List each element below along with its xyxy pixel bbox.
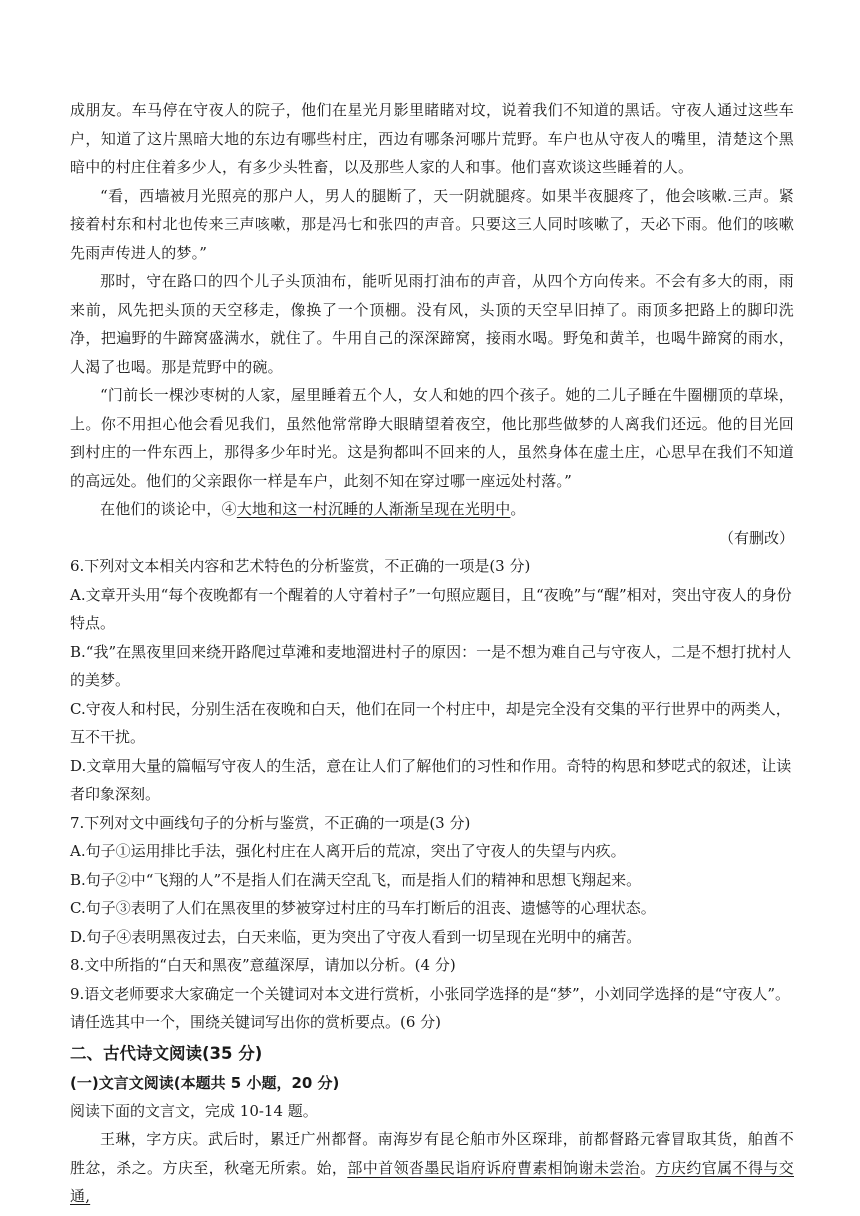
paragraph-5-prefix: 在他们的谈论中，: [100, 500, 222, 518]
section-2-instruction: 阅读下面的文言文，完成 10-14 题。: [70, 1101, 318, 1120]
question-7-stem: 7.下列对文中画线句子的分析与鉴赏，不正确的一项是(3 分): [70, 813, 471, 832]
underlined-sentence-4: 大地和这一村沉睡的人渐渐呈现在光明中: [236, 500, 511, 518]
classical-text-underlined-1: 部中首领沓墨民诣府诉府曹素相饷谢未尝治: [347, 1158, 641, 1177]
section-2-subheading: (一)文言文阅读(本题共 5 小题，20 分): [70, 1073, 340, 1092]
question-6-option-c: C.守夜人和村民，分别生活在夜晚和白天，他们在同一个村庄中，却是完全没有交集的平行世界中的两类人，互不干扰。: [70, 699, 791, 746]
question-6-stem: 6.下列对文本相关内容和艺术特色的分析鉴赏，不正确的一项是(3 分): [70, 557, 531, 575]
classical-text-paragraph: [70, 1125, 794, 1211]
paragraph-5-end: 。: [510, 500, 526, 518]
question-6-option-b: B.“我”在黑夜里回来绕开路爬过草滩和麦地溜进村子的原因：一是不想为难自己与守夜人，二是不想打扰村人的美梦。: [70, 642, 792, 689]
passage-paragraph-5: [70, 495, 794, 524]
classical-text-mid: 。: [640, 1158, 656, 1177]
passage-paragraph-3: 那时，守在路口的四个儿子头顶油布，能听见雨打油布的声音，从四个方向传来。不会有多大的雨，雨来前，风先把头顶的天空移走，像换了一个顶棚。没有风，头顶的天空早旧掉了。雨顶多把路上的脚印洗净，把遍野的牛蹄窝盛满水，就住了。牛用自己的深深蹄窝，接雨水喝。野兔和黄羊，也喝牛蹄窝的雨水，人渴了也喝。那是荒野中的碗。: [70, 272, 794, 376]
document-page: [70, 96, 794, 1211]
passage-paragraph-1: 成朋友。车马停在守夜人的院子，他们在星光月影里睹睹对坟，说着我们不知道的黑话。守夜人通过这些车户，知道了这片黑暗大地的东边有哪些村庄，西边有哪条河哪片荒野。车户也从守夜人的嘴里，清楚这个黑暗中的村庄住着多少人，有多少头牲畜，以及那些人家的人和事。他们喜欢谈这些睡着的人。: [70, 101, 794, 176]
abridged-note: （有删改）: [718, 528, 794, 547]
section-2-heading: 二、古代诗文阅读(35 分): [70, 1043, 263, 1063]
passage-paragraph-2: “看，西墙被月光照亮的那户人，男人的腿断了，天一阴就腿疼。如果半夜腿疼了，他会咳嗽.三声。紧接着村东和村北也传来三声咳嗽，那是冯七和张四的声音。只要这三人同时咳嗽了，天必下雨。他们的咳嗽先雨声传进人的梦。”: [70, 186, 794, 262]
question-6-option-d: D.文章用大量的篇幅写守夜人的生活，意在让人们了解他们的习性和作用。奇特的构思和梦呓式的叙述，让读者印象深刻。: [70, 756, 792, 803]
question-7-option-c: C.句子③表明了人们在黑夜里的梦被穿过村庄的马车打断后的沮丧、遗憾等的心理状态。: [70, 899, 656, 917]
sentence-marker-4: ④: [221, 500, 237, 518]
question-9: 9.语文老师要求大家确定一个关键词对本文进行赏析，小张同学选择的是“梦”，小刘同学选择的是“守夜人”。请任选其中一个，围绕关键词写出你的赏析要点。(6 分): [70, 984, 790, 1031]
question-7-option-b: B.句子②中“飞翔的人”不是指人们在满天空乱飞，而是指人们的精神和思想飞翔起来。: [70, 870, 642, 889]
question-7-option-a: A.句子①运用排比手法，强化村庄在人离开后的荒凉，突出了守夜人的失望与内疚。: [70, 842, 626, 860]
passage-paragraph-4: “门前长一棵沙枣树的人家，屋里睡着五个人，女人和她的四个孩子。她的二儿子睡在牛圈棚顶的草垛，上。你不用担心他会看见我们，虽然他常常睁大眼睛望着夜空，他比那些做梦的人离我们还远。他的目光回到村庄的一件东西上，那得多少年时光。这是狗都叫不回来的人，虽然身体在虚土庄，心思早在我们不知道的高远处。他们的父亲跟你一样是车户，此刻不知在穿过哪一座远处村落。”: [70, 386, 794, 490]
question-6-option-a: A.文章开头用“每个夜晚都有一个醒着的人守着村子”一句照应题目，且“夜晚”与“醒”相对，突出守夜人的身份特点。: [70, 585, 792, 632]
classical-text-underlined-2: 方庆约官属不得与交通,: [70, 1158, 794, 1205]
classical-text-start: 王琳，字方庆。武后时，累迁广州都督。南海岁有昆仑舶市外区琛琲，前都督路元睿冒取其货，舶酋不胜忿，杀之。方庆至，秋毫无所索。始，: [70, 1130, 794, 1177]
question-8: 8.文中所指的“白天和黑夜”意蕴深厚，请加以分析。(4 分): [70, 956, 456, 974]
question-7-option-d: D.句子④表明黑夜过去，白天来临，更为突出了守夜人看到一切呈现在光明中的痛苦。: [70, 927, 642, 946]
